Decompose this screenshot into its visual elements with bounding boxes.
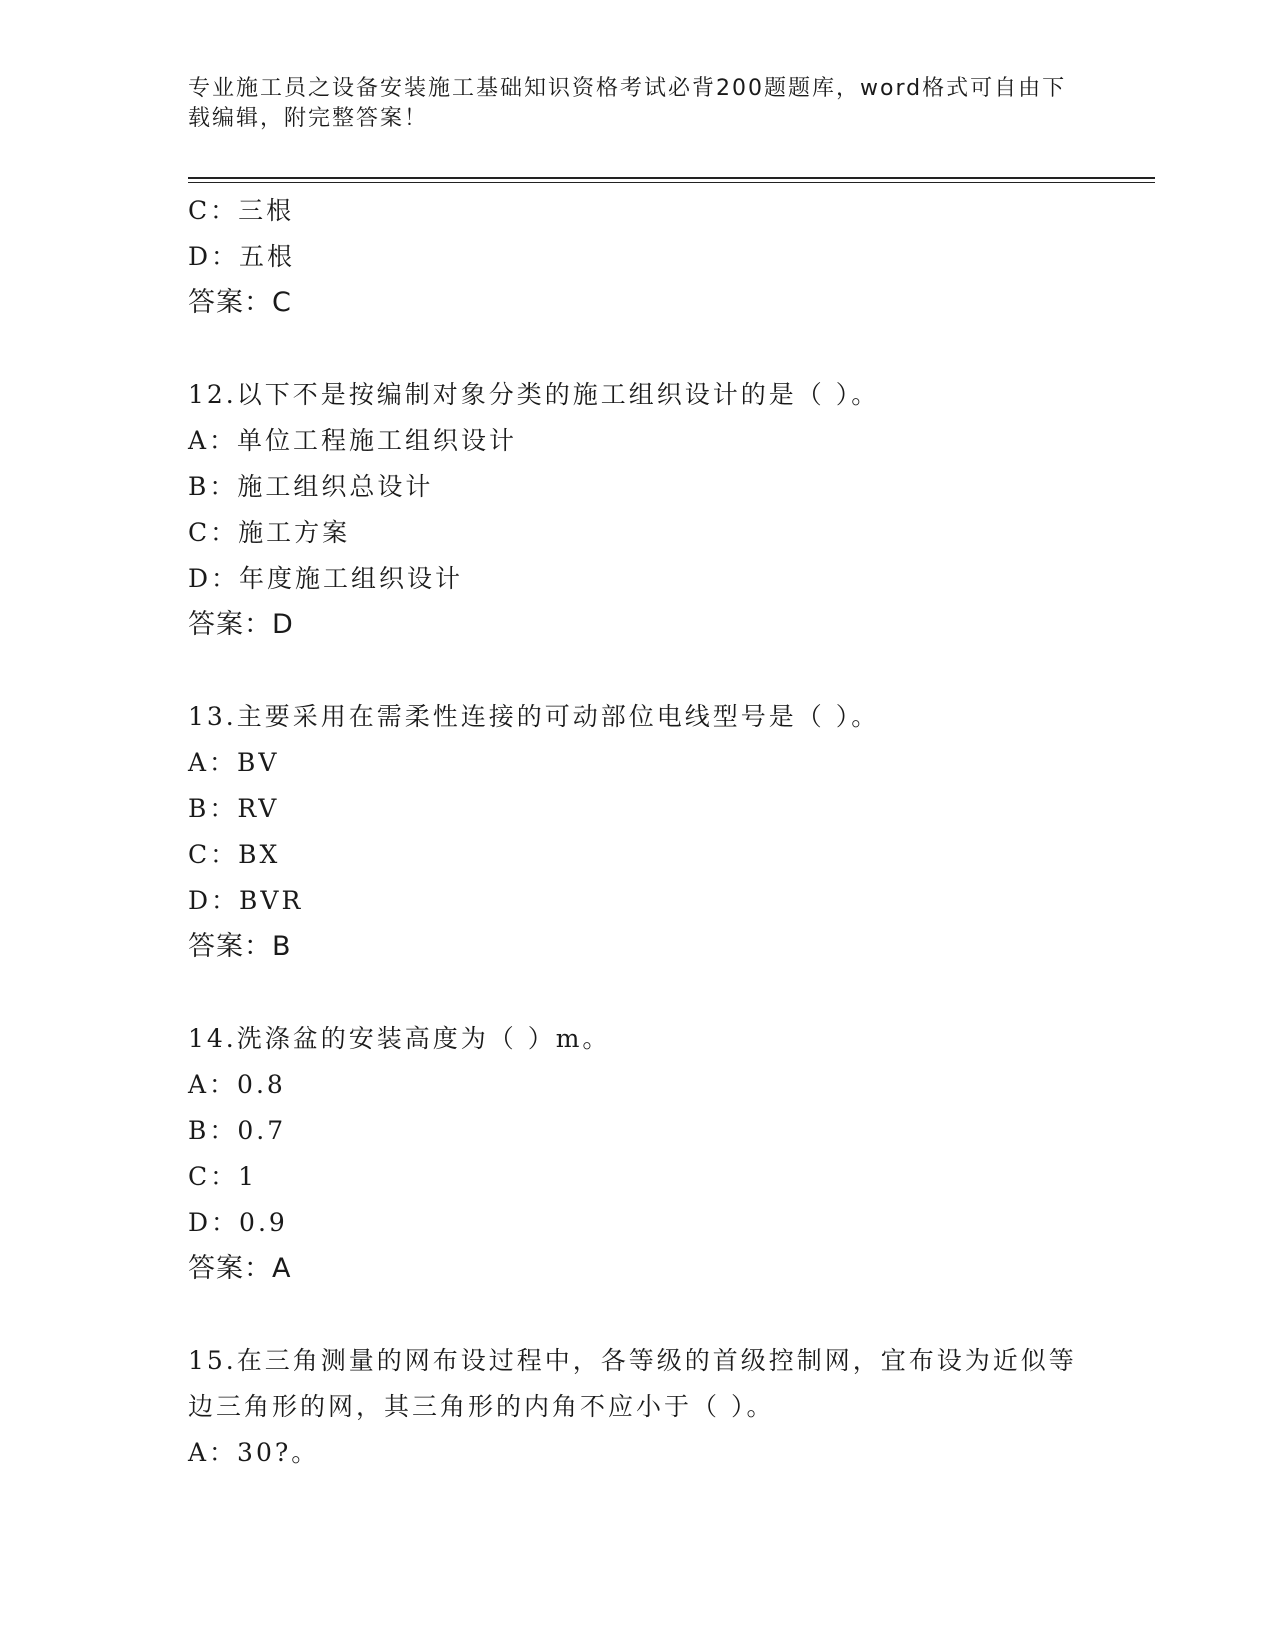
question-list	[188, 188, 1088, 1476]
spacer	[188, 648, 1088, 694]
option-line: B：RV	[188, 794, 280, 823]
document-header: 专业施工员之设备安装施工基础知识资格考试必背200题题库，word格式可自由下载编辑，附完整答案！	[188, 76, 1067, 131]
question-text: 14.洗涤盆的安装高度为（ ）m。	[188, 1024, 611, 1053]
option-line: A：0.8	[188, 1070, 286, 1099]
option-line: C：施工方案	[188, 518, 351, 547]
option-line: C：1	[188, 1162, 258, 1191]
header-divider-thin	[188, 182, 1155, 183]
answer-line: 答案：D	[188, 609, 294, 640]
option-line: D：五根	[188, 242, 296, 271]
answer-line: 答案：C	[188, 287, 292, 318]
option-line: B：施工组织总设计	[188, 472, 434, 501]
option-line: C：三根	[188, 196, 295, 225]
question-text: 12.以下不是按编制对象分类的施工组织设计的是（ ）。	[188, 380, 880, 409]
spacer	[188, 326, 1088, 372]
answer-line: 答案：B	[188, 931, 292, 962]
option-line: D：BVR	[188, 886, 304, 915]
option-line: D：年度施工组织设计	[188, 564, 464, 593]
answer-line: 答案：A	[188, 1253, 292, 1284]
question-text: 15.在三角测量的网布设过程中，各等级的首级控制网，宜布设为近似等边三角形的网，其三角形的内角不应小于（ ）。	[188, 1346, 1077, 1421]
option-line: C：BX	[188, 840, 281, 869]
header-divider-thick	[188, 177, 1155, 179]
option-line: B：0.7	[188, 1116, 287, 1145]
option-line: A：30?。	[188, 1438, 320, 1467]
option-line: D：0.9	[188, 1208, 288, 1237]
option-line: A：BV	[188, 748, 280, 777]
spacer	[188, 970, 1088, 1016]
question-text: 13.主要采用在需柔性连接的可动部位电线型号是（ ）。	[188, 702, 880, 731]
spacer	[188, 1292, 1088, 1338]
option-line: A：单位工程施工组织设计	[188, 426, 518, 455]
